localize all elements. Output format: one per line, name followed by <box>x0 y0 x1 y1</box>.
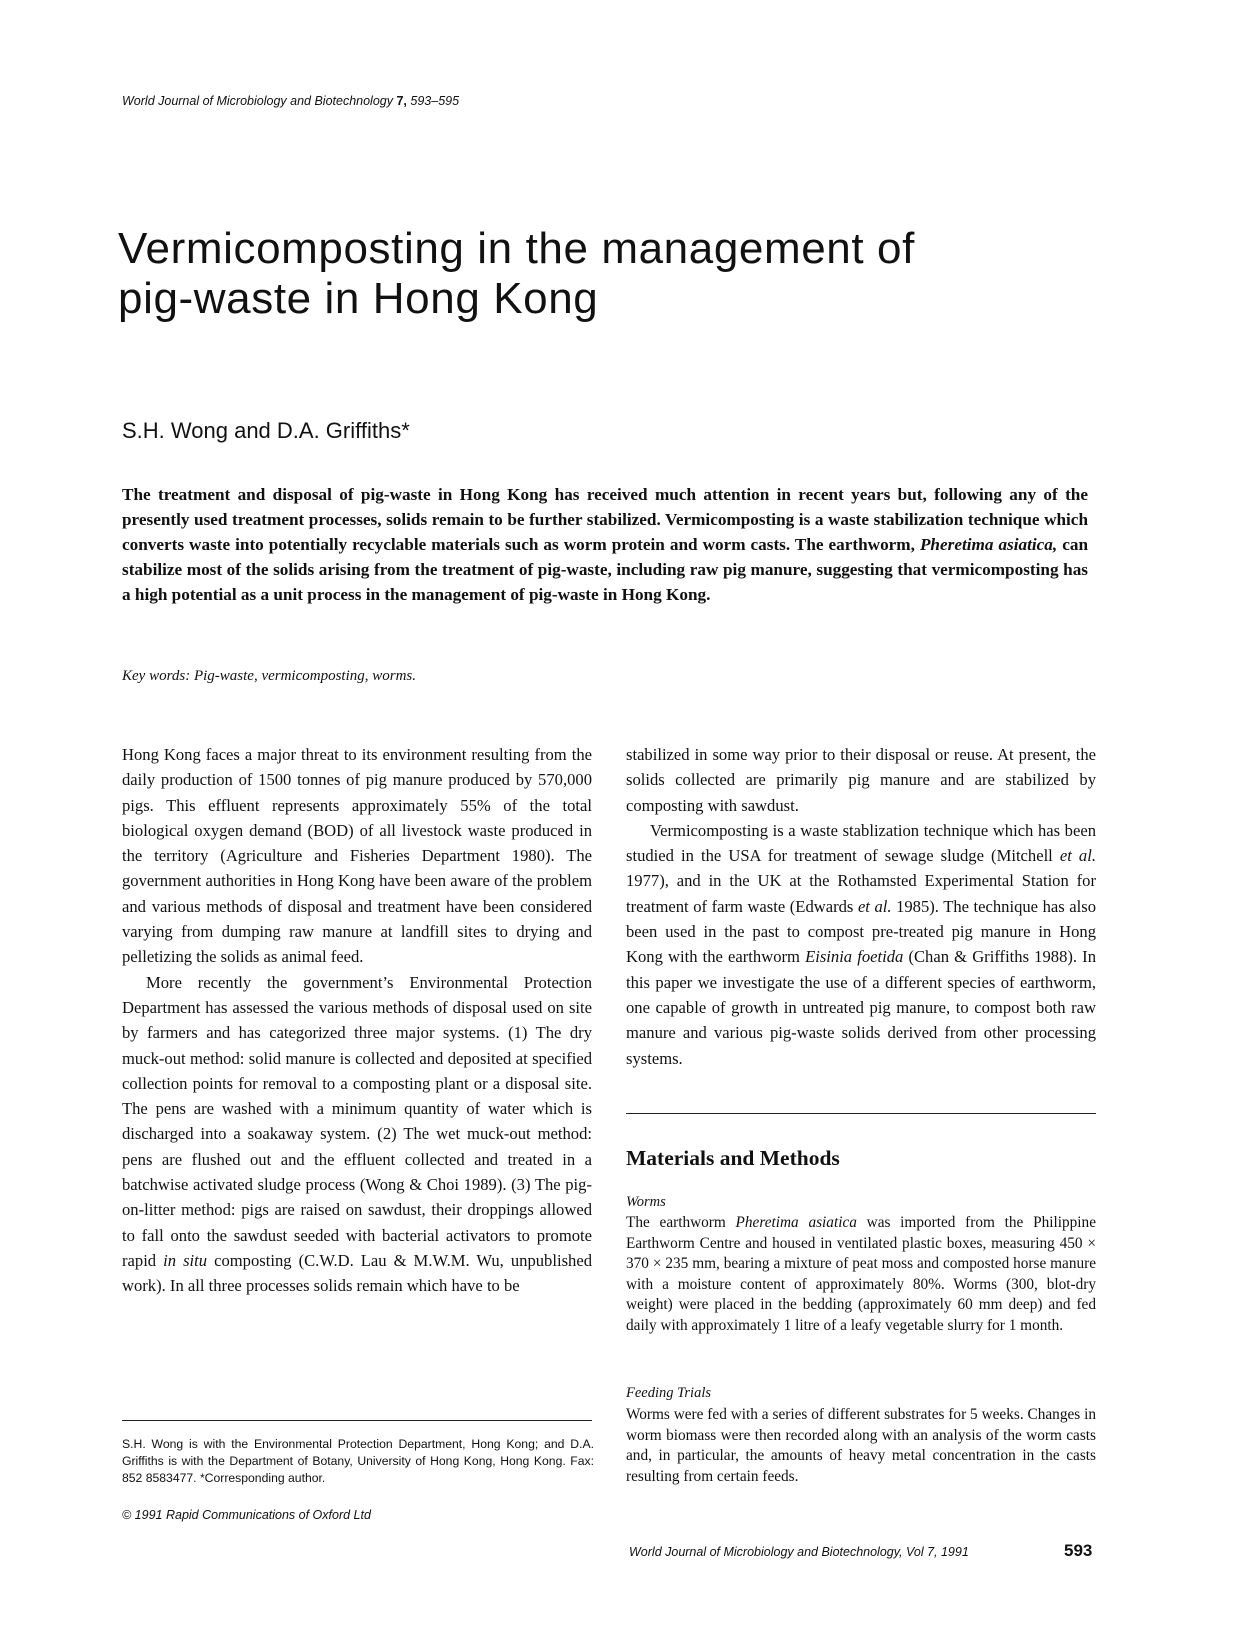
paragraph-text: More recently the government’s Environmental Protection Department has assessed the various methods of disposal used on site by farmers and has categorized three major systems. (1) The dry muck-out method: solid manure is collected and deposited at specified collection points for removal to a composting plant or a disposal site. The pens are washed with a minimum quantity of water which is discharged into a soakaway system. (2) The wet muck-out method: pens are flushed out and the effluent collected and treated in a batchwise activated sludge process (Wong & Choi 1989). (3) The pig-on-litter method: pigs are raised on sawdust, their droppings allowed to fall onto the sawdust seeded with bacterial activators to promote rapid <box>122 972 592 1270</box>
paragraph-text: was imported from the Philippine Earthworm Centre and housed in ventilated plastic boxes, measuring 450 × 370 × 235 mm, bearing a mixture of peat moss and composted horse manure with a moisture content of approximately 80%. Worms (300, blot-dry weight) were placed in the bedding (approximately 60 mm deep) and fed daily with approximately 1 litre of a leafy vegetable slurry for 1 month. <box>626 1214 1096 1334</box>
paragraph-text: 1977), and in the UK at the Rothamsted Experimental Station for treatment of farm waste (Edwards <box>626 871 1096 916</box>
section-heading: Materials and Methods <box>626 1146 840 1170</box>
italic-term: et al. <box>1059 846 1096 866</box>
keywords-text: Pig-waste, vermicomposting, worms. <box>193 668 417 684</box>
body-column-left <box>122 742 592 1299</box>
paragraph-text: 1985). The technique has also been used in the past to compost pre-treated pig manure in Hong Kong with the earthworm <box>626 896 1096 967</box>
article-title <box>118 224 1118 324</box>
journal-volume: 7, <box>396 94 407 108</box>
italic-term: Pheretima asiatica <box>735 1214 857 1231</box>
abstract-part-1: The treatment and disposal of pig-waste in Hong Kong has received much attention in recent years but, following any of the presently used treatment processes, solids remain to be further stabilized. Vermicomposting is a waste stabilization technique which converts waste into potentially recyclable materials such as worm protein and worm casts. The earthworm, <box>122 485 1088 554</box>
paragraph-text: composting (C.W.D. Lau & M.W.M. Wu, unpublished work). In all three processes solids remain which have to be <box>122 1250 592 1296</box>
subsection-heading: Worms <box>626 1194 666 1210</box>
abstract <box>122 482 1088 607</box>
keywords-label: Key words: <box>122 668 191 684</box>
title-line-2: pig-waste in Hong Kong <box>118 274 599 323</box>
italic-term: et al. <box>857 896 892 916</box>
authors: S.H. Wong and D.A. Griffiths* <box>122 418 410 443</box>
paragraph-text: Vermicomposting is a waste stablization technique which has been studied in the USA for treatment of sewage sludge (Mitchell <box>626 820 1096 866</box>
running-head <box>122 94 459 108</box>
paragraph: stabilized in some way prior to their disposal or reuse. At present, the solids collected are primarily pig manure and are stabilized by composting with sawdust. <box>626 745 1096 815</box>
title-line-1: Vermicomposting in the management of <box>118 224 915 273</box>
abstract-part-2: can stabilize most of the solids arising from the treatment of pig-waste, including raw pig manure, suggesting that vermicomposting has a high potential as a unit process in the management of pig-waste in Hong Kong. <box>122 535 1088 604</box>
author-affiliation-footnote: S.H. Wong is with the Environmental Protection Department, Hong Kong; and D.A. Griffiths is with the Department of Botany, University of Hong Kong, Hong Kong. Fax: 852 8583477. *Corresponding author. <box>122 1437 594 1485</box>
section-divider <box>626 1113 1096 1114</box>
journal-name: World Journal of Microbiology and Biotechnology <box>122 94 393 108</box>
footer-journal: World Journal of Microbiology and Biotechnology, Vol 7, 1991 <box>629 1545 969 1559</box>
subsection-heading: Feeding Trials <box>626 1385 711 1401</box>
paragraph: Hong Kong faces a major threat to its environment resulting from the daily production of 1500 tonnes of pig manure produced by 570,000 pigs. This effluent represents approximately 55% of the total biological oxygen demand (BOD) of all livestock waste produced in the territory (Agriculture and Fisheries Department 1980). The government authorities in Hong Kong have been aware of the problem and various methods of disposal and treatment have been considered varying from dumping raw manure at landfill sites to drying and pelletizing the solids as animal feed. <box>122 745 592 967</box>
copyright: © 1991 Rapid Communications of Oxford Ltd <box>122 1508 371 1522</box>
subsection-text: Worms were fed with a series of different substrates for 5 weeks. Changes in worm biomass were then recorded along with an analysis of the worm casts and, in particular, the amounts of heavy metal concentration in the casts resulting from certain feeds. <box>626 1406 1096 1485</box>
paragraph <box>122 970 592 1299</box>
abstract-species: Pheretima asiatica, <box>919 535 1058 554</box>
paragraph <box>626 818 1096 1071</box>
italic-term: in situ <box>163 1250 208 1270</box>
subsection-text <box>626 1213 1096 1337</box>
footnote-divider <box>122 1420 592 1421</box>
keywords <box>122 668 416 685</box>
page-number: 593 <box>1064 1541 1093 1560</box>
paragraph-text: (Chan & Griffiths 1988). In this paper we investigate the use of a different species of earthworm, one capable of growth in untreated pig manure, to compost both raw manure and various pig-waste solids derived from other processing systems. <box>626 947 1096 1068</box>
italic-term: Eisinia foetida <box>805 947 904 967</box>
journal-pages: 593–595 <box>410 94 460 108</box>
paragraph-text: The earthworm <box>626 1214 736 1231</box>
body-column-right <box>626 742 1096 1071</box>
